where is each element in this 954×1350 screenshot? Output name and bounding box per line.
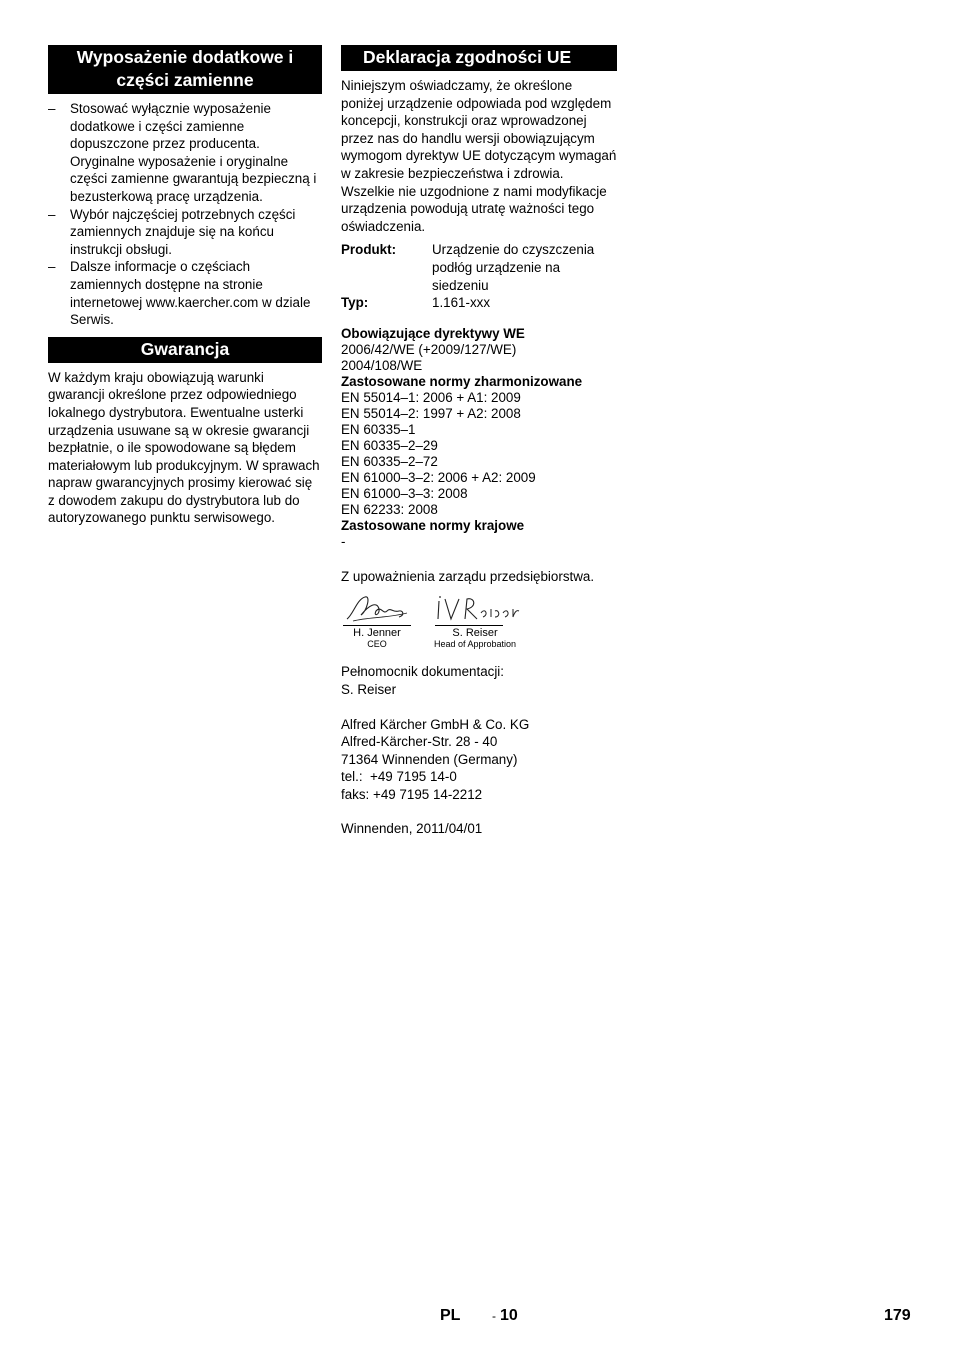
address-line: Alfred Kärcher GmbH & Co. KG bbox=[341, 716, 530, 732]
signature-reiser-icon bbox=[429, 593, 521, 625]
harmonized-label: Zastosowane normy zharmonizowane bbox=[341, 373, 583, 389]
address-line: faks: +49 7195 14-2212 bbox=[341, 786, 483, 802]
signature-name: H. Jenner bbox=[353, 627, 401, 640]
signature-role: CEO bbox=[367, 639, 387, 650]
standard-item: EN 60335–2–29 bbox=[341, 437, 438, 453]
directive-item: 2004/108/WE bbox=[341, 357, 423, 373]
declaration-intro: Niniejszym oświadczamy, że określone poniżej urządzenie odpowiada pod względem koncepcji, konstrukcji oraz wprowadzonej przez nas do handlu wersji obowiązującym wymogom dyrektyw UE dotyczącym wymagań w zakresie bezpieczeństwa i zdrowia. Wszelkie nie uzgodnione z nami modyfikacje urządzenia powodują utratę ważności tego oświadczenia. bbox=[341, 78, 617, 234]
product-value: Urządzenie do czyszczenia podłóg urządzenie na siedzeniu bbox=[432, 242, 595, 293]
address-line: 71364 Winnenden (Germany) bbox=[341, 751, 518, 767]
doc-rep-label: Pełnomocnik dokumentacji: bbox=[341, 664, 505, 680]
warranty-text: W każdym kraju obowiązują warunki gwarancji określone przez odpowiedniego lokalnego dystrybutora. Ewentualne usterki urządzenia usuwane są w okresie gwarancji bezpłatnie, o ile spowodowane są błędem materiałowym lub produkcyjnym. W sprawach napraw gwarancyjnych prosimy kierować się z dowodem zakupu do dystrybutora lub do autoryzowanego punktu serwisowego. bbox=[48, 369, 320, 526]
national-value: - bbox=[341, 533, 346, 549]
standards-block bbox=[341, 326, 617, 550]
type-label: Typ: bbox=[341, 295, 369, 311]
address-line: Alfred-Kärcher-Str. 28 - 40 bbox=[341, 734, 498, 750]
footer-section-page bbox=[492, 1307, 518, 1325]
standard-item: EN 55014–1: 2006 + A1: 2009 bbox=[341, 389, 521, 405]
list-item: – Dalsze informacje o częściach zamiennych dostępne na stronie internetowej www.kaercher.com w dziale Serwis. bbox=[48, 258, 322, 328]
standard-item: EN 55014–2: 1997 + A2: 2008 bbox=[341, 405, 521, 421]
standard-item: EN 60335–1 bbox=[341, 421, 416, 437]
declaration-heading: Deklaracja zgodności UE bbox=[341, 45, 617, 71]
right-column bbox=[341, 45, 617, 838]
accessories-list bbox=[48, 100, 322, 329]
signature-role: Head of Approbation bbox=[433, 639, 517, 650]
doc-rep-name: S. Reiser bbox=[341, 681, 397, 697]
directives-label: Obowiązujące dyrektywy WE bbox=[341, 325, 525, 341]
signature-name: S. Reiser bbox=[452, 627, 498, 640]
standard-item: EN 62233: 2008 bbox=[341, 501, 438, 517]
standard-item: EN 61000–3–2: 2006 + A2: 2009 bbox=[341, 469, 536, 485]
company-address bbox=[341, 716, 617, 804]
place-date: Winnenden, 2011/04/01 bbox=[341, 821, 483, 837]
list-item: – Stosować wyłącznie wyposażenie dodatkowe i części zamienne dopuszczone przez producenta. Oryginalne wyposażenie i oryginalne części zamienne gwarantują bezpieczną i bezusterkową pracę urządzenia. bbox=[48, 100, 322, 206]
accessories-heading: Wyposażenie dodatkowe i części zamienne bbox=[48, 45, 322, 94]
directive-item: 2006/42/WE (+2009/127/WE) bbox=[341, 341, 517, 357]
footer-page-number: 179 bbox=[884, 1307, 911, 1324]
product-label: Produkt: bbox=[341, 242, 397, 258]
doc-representative bbox=[341, 663, 617, 698]
warranty-heading: Gwarancja bbox=[48, 337, 322, 363]
list-item: – Wybór najczęściej potrzebnych części zamiennych znajduje się na końcu instrukcji obsługi. bbox=[48, 206, 322, 259]
type-value: 1.161-xxx bbox=[432, 295, 491, 311]
product-table bbox=[341, 241, 617, 311]
footer-section-number: 10 bbox=[500, 1307, 518, 1324]
left-column bbox=[48, 45, 322, 527]
authority-text: Z upoważnienia zarządu przedsiębiorstwa. bbox=[341, 568, 595, 584]
signatures bbox=[341, 593, 617, 653]
signature-jenner bbox=[343, 593, 411, 650]
signature-jenner-icon bbox=[343, 593, 411, 625]
footer-language: PL bbox=[440, 1307, 461, 1324]
footer-dash: - bbox=[492, 1309, 496, 1323]
standard-item: EN 61000–3–3: 2008 bbox=[341, 485, 468, 501]
address-line: tel.: +49 7195 14-0 bbox=[341, 769, 457, 785]
standard-item: EN 60335–2–72 bbox=[341, 453, 438, 469]
signature-reiser bbox=[429, 593, 521, 650]
national-label: Zastosowane normy krajowe bbox=[341, 517, 525, 533]
